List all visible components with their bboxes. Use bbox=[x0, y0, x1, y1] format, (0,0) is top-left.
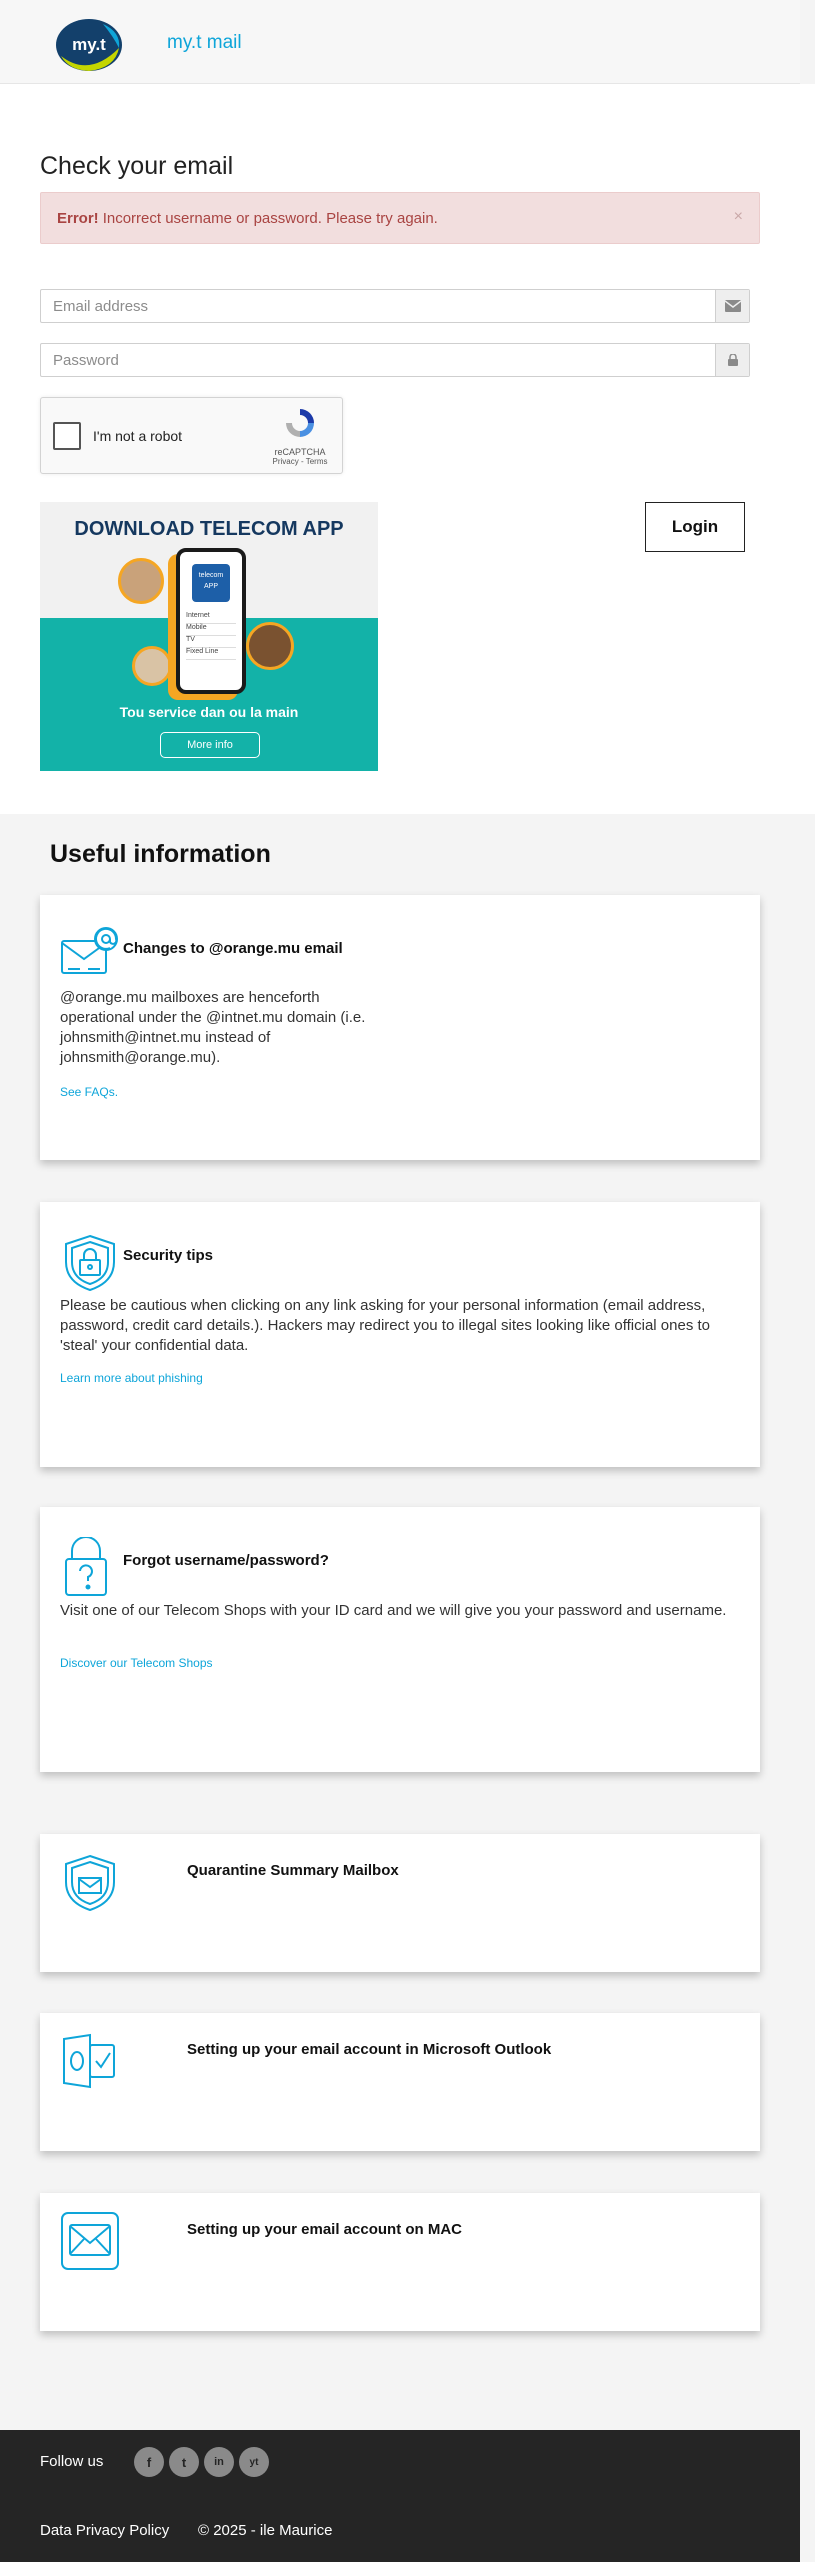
myt-logo[interactable] bbox=[55, 18, 123, 72]
card-link-shops[interactable]: Discover our Telecom Shops bbox=[60, 1656, 213, 1670]
login-button[interactable]: Login bbox=[645, 502, 745, 552]
recaptcha-links[interactable]: Privacy - Terms bbox=[272, 457, 328, 466]
avatar bbox=[246, 622, 294, 670]
shield-lock-icon bbox=[60, 1232, 120, 1292]
recaptcha-label: I'm not a robot bbox=[93, 428, 183, 444]
email-field[interactable] bbox=[41, 290, 711, 322]
avatar bbox=[132, 646, 172, 686]
lock-icon bbox=[715, 344, 749, 376]
facebook-icon[interactable]: f bbox=[134, 2447, 164, 2477]
useful-info-title: Useful information bbox=[50, 840, 271, 868]
card-title: Security tips bbox=[123, 1247, 214, 1264]
app-menu-item: Internet bbox=[186, 612, 236, 624]
app-menu-item: Fixed Line bbox=[186, 648, 236, 660]
info-card-mac[interactable] bbox=[40, 2193, 760, 2331]
outlook-icon bbox=[60, 2031, 120, 2091]
twitter-icon[interactable]: t bbox=[169, 2447, 199, 2477]
info-card-security bbox=[40, 1202, 760, 1467]
card-title: Setting up your email account on MAC bbox=[187, 2221, 463, 2238]
password-field-group bbox=[40, 343, 750, 377]
card-title: Changes to @orange.mu email bbox=[123, 940, 343, 957]
avatar bbox=[118, 558, 164, 604]
app-icon: telecom APP bbox=[192, 564, 230, 602]
login-section bbox=[0, 84, 815, 814]
envelope-icon bbox=[715, 290, 749, 322]
recaptcha-icon bbox=[283, 406, 317, 440]
card-text: Please be cautious when clicking on any link asking for your personal information (email address, password, credit card details.). Hackers may redirect you to illegal sites looking like official ones to 'steal' your confidential data. bbox=[60, 1297, 711, 1354]
envelope-at-icon bbox=[60, 925, 120, 985]
banner-subtitle: Tou service dan ou la main bbox=[119, 704, 299, 720]
telecom-app-banner[interactable] bbox=[40, 502, 378, 771]
error-strong: Error! bbox=[57, 209, 99, 227]
youtube-icon[interactable]: yt bbox=[239, 2447, 269, 2477]
recaptcha-brand bbox=[268, 406, 332, 466]
app-menu-item: Mobile bbox=[186, 624, 236, 636]
brand-title: my.t mail bbox=[167, 32, 242, 53]
email-field-group bbox=[40, 289, 750, 323]
recaptcha-checkbox[interactable] bbox=[53, 422, 81, 450]
info-card-quarantine[interactable] bbox=[40, 1834, 760, 1972]
app-menu bbox=[186, 612, 236, 660]
error-alert bbox=[40, 192, 760, 244]
card-link-phishing[interactable]: Learn more about phishing bbox=[60, 1371, 203, 1385]
privacy-policy-link[interactable]: Data Privacy Policy bbox=[40, 2522, 170, 2539]
recaptcha-widget bbox=[40, 397, 343, 474]
mail-app-icon bbox=[60, 2211, 120, 2271]
card-text: @orange.mu mailboxes are henceforth operational under the @intnet.mu domain (i.e. johnsmith@intnet.mu instead of johnsmith@orange.mu). bbox=[60, 989, 366, 1066]
card-link-faqs[interactable]: See FAQs. bbox=[60, 1085, 119, 1099]
page-title: Check your email bbox=[40, 152, 234, 180]
footer bbox=[0, 2430, 800, 2562]
more-info-button[interactable]: More info bbox=[160, 732, 260, 758]
copyright-text: © 2025 - ile Maurice bbox=[198, 2522, 333, 2539]
info-card-forgot bbox=[40, 1507, 760, 1772]
card-title: Setting up your email account in Microsoft Outlook bbox=[187, 2041, 552, 2058]
header bbox=[0, 0, 800, 84]
error-message: Incorrect username or password. Please try again. bbox=[102, 209, 438, 227]
shield-envelope-icon bbox=[60, 1852, 120, 1912]
card-title: Quarantine Summary Mailbox bbox=[187, 1862, 399, 1879]
close-icon[interactable]: × bbox=[733, 208, 743, 225]
app-menu-item: TV bbox=[186, 636, 236, 648]
follow-us-label: Follow us bbox=[40, 2453, 104, 2470]
linkedin-icon[interactable]: in bbox=[204, 2447, 234, 2477]
card-title: Forgot username/password? bbox=[123, 1552, 329, 1569]
recaptcha-name: reCAPTCHA bbox=[274, 447, 326, 457]
info-card-outlook[interactable] bbox=[40, 2013, 760, 2151]
padlock-question-icon bbox=[60, 1537, 120, 1597]
info-card-orange-email bbox=[40, 895, 760, 1160]
banner-title: DOWNLOAD TELECOM APP bbox=[74, 518, 344, 540]
phone-illustration bbox=[176, 548, 246, 694]
logo-text: my.t bbox=[72, 35, 106, 54]
card-text: Visit one of our Telecom Shops with your ID card and we will give you your password and username. bbox=[60, 1602, 727, 1619]
password-field[interactable] bbox=[41, 344, 711, 376]
